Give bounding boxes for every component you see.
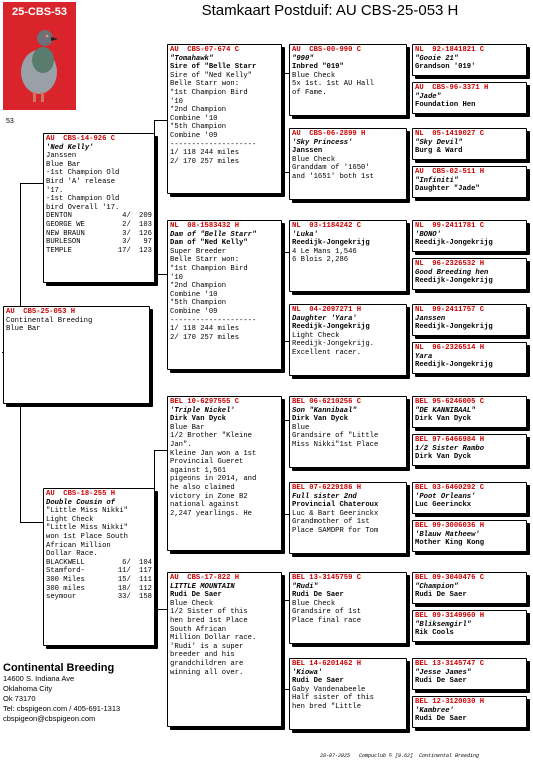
ring-number: AU CBS-17-822 H [170, 574, 240, 582]
result-row: 300 miles 18/ 112 [46, 584, 152, 593]
pigeon-image [3, 20, 76, 110]
photo-caption: 53 [6, 118, 14, 125]
info-line: Sire of "Belle Starr [170, 63, 257, 72]
great-grandparent-card-1[interactable] [289, 44, 407, 116]
ring-number: NL 08-1583432 H [170, 222, 240, 230]
ring-number: NL 05-1419027 C [415, 130, 485, 138]
info-line: Provincial Gueret [170, 458, 244, 467]
info-line: Light Check [292, 331, 340, 340]
g4-card-10[interactable] [412, 434, 527, 466]
info-line: Janssen [292, 147, 323, 156]
ring-number: BEL 03-6460292 C [415, 484, 485, 492]
info-line: Dirk Van Dyck [170, 415, 227, 424]
info-line: Burg & Ward [415, 147, 463, 156]
breeder-email[interactable]: cbspigeon@cbspigeon.com [3, 714, 96, 723]
grandparent-card-2[interactable] [167, 220, 282, 370]
photo-label: 25-CBS-53 [11, 6, 68, 18]
info-line: '10 [170, 273, 183, 282]
g4-card-16[interactable] [412, 696, 527, 728]
info-line: Combine '09 [170, 131, 218, 140]
info-line: Combine '10 [170, 290, 218, 299]
pigeon-name: "DE KANNIBAAL" [415, 406, 476, 415]
pigeon-name: 'Sky Princess' [292, 138, 353, 147]
pigeon-name: Daughter 'Yara' [292, 314, 357, 323]
dam-line: won 1st Place South [46, 532, 128, 541]
info-line: Foundation Hen [415, 101, 476, 110]
pigeon-name: Good Breeding hen [415, 268, 489, 277]
info-line: Rudi De Saer [415, 591, 467, 600]
info-line: *2nd Champion [170, 282, 227, 291]
info-line: hen bred 1st Place [170, 616, 248, 625]
pigeon-name: "Jesse James" [415, 668, 472, 677]
info-line: Reedijk-Jongekrijg [415, 239, 493, 248]
info-line: *5th Champion [170, 299, 227, 308]
info-line: Grandson '019' [415, 63, 476, 72]
ring-number: BEL 09-3040476 C [415, 574, 485, 582]
info-line: Grandsire of "Little [292, 432, 379, 441]
info-line: 1/2 Sister of this [170, 608, 248, 617]
connector-dam [154, 450, 167, 610]
info-line: hen bred "Little [292, 702, 362, 711]
subject-ring: AU CBS-25-053 H [6, 308, 76, 316]
info-line: Provincial Chateroux [292, 501, 379, 510]
info-line: Rudi De Saer [170, 591, 222, 600]
info-line: Combine '09 [170, 307, 218, 316]
great-grandparent-card-7[interactable] [289, 572, 407, 644]
ring-number: AU CBS-07-674 C [170, 46, 240, 54]
info-line: Million Dollar race. [170, 634, 257, 643]
info-line: winning all over. [170, 668, 244, 677]
info-line: pigeons in 2014, and [170, 475, 257, 484]
info-line: Rudi De Saer [292, 677, 344, 686]
info-line: victory in Zone B2 [170, 492, 248, 501]
info-line: 6 Blois 2,286 [292, 256, 349, 265]
pigeon-name: 'Blauw Matheew' [415, 530, 480, 539]
info-line: Sire of "Ned Kelly" [170, 71, 252, 80]
dam-line: "Little Miss Nikki" [46, 524, 128, 533]
info-line: 2,247 yearlings. He [170, 509, 252, 518]
great-grandparent-card-3[interactable] [289, 220, 407, 292]
g4-card-4[interactable] [412, 166, 527, 198]
ring-number: NL 04-2097271 H [292, 306, 362, 314]
g4-card-1[interactable] [412, 44, 527, 76]
sire-name: 'Ned Kelly' [46, 143, 94, 152]
ring-number: BEL 97-6466984 H [415, 436, 485, 444]
ring-number: AU CBS-96-3371 H [415, 84, 489, 92]
pigeon-name: Full sister 2nd [292, 492, 357, 501]
ring-number: BEL 13-3145747 C [415, 660, 485, 668]
result-row: GEORGE WE 2/ 103 [46, 220, 152, 229]
g4-card-9[interactable] [412, 396, 527, 428]
dam-ring: AU CBS-18-255 H [46, 490, 116, 498]
info-line: Reedijk-Jongekrijg [292, 239, 370, 248]
g4-card-11[interactable] [412, 482, 527, 514]
ring-number: BEL 12-3120030 H [415, 698, 485, 706]
info-line: 1/ 118 244 miles [170, 149, 240, 158]
result-row: seymour 33/ 158 [46, 593, 152, 602]
dam-line: Dollar Race. [46, 550, 98, 559]
info-line: '10 [170, 97, 183, 106]
info-line: Rudi De Saer [292, 591, 344, 600]
pigeon-name: "990" [292, 54, 314, 63]
sire-line: Janssen [46, 152, 77, 161]
subject-card[interactable] [3, 306, 150, 404]
info-line: Place SAMDPR for Tom [292, 526, 379, 535]
grandparent-card-1[interactable] [167, 44, 282, 194]
info-line: Gaby Vandenabeele [292, 685, 366, 694]
info-line: of Fame. [292, 88, 327, 97]
g4-card-2[interactable] [412, 82, 527, 114]
ring-number: NL 03-1184242 C [292, 222, 362, 230]
info-line: Place final race [292, 616, 362, 625]
info-line: he also claimed [170, 483, 235, 492]
result-row: BLACKWELL 6/ 104 [46, 558, 152, 567]
info-line: -------------------- [170, 316, 257, 325]
sire-line: -1st Champion Old [46, 169, 120, 178]
result-row: NEW BRAUN 3/ 126 [46, 229, 152, 238]
pigeon-name: "Bliksemgirl" [415, 620, 472, 629]
breeder-address: 14600 S. Indiana Ave [3, 674, 75, 683]
info-line: 1/ 118 244 miles [170, 325, 240, 334]
g4-card-15[interactable] [412, 658, 527, 690]
result-row: Stamford- 11/ 117 [46, 567, 152, 576]
info-line: Belle Starr won: [170, 80, 240, 89]
footer-text: 28-07-2025 Compuclub © [9.62] Continental Breeding [320, 753, 480, 759]
ring-number: BEL 14-6201462 H [292, 660, 362, 668]
breeder-zip: Ok 73170 [3, 694, 36, 703]
g4-card-13[interactable] [412, 572, 527, 604]
sire-line: Bird 'A' release [46, 177, 116, 186]
great-grandparent-card-4[interactable] [289, 304, 407, 376]
info-line: Blue Check [292, 71, 336, 80]
info-line: Blue Bar [170, 423, 205, 432]
info-line: Luc Geerinckx [415, 501, 472, 510]
pigeon-name: "Sky Devil" [415, 138, 463, 147]
breeder-city: Oklahoma City [3, 684, 53, 693]
info-line: Rudi De Saer [415, 715, 467, 724]
info-line: 'Rudi' is a super [170, 642, 244, 651]
great-grandparent-card-6[interactable] [289, 482, 407, 554]
info-line: Belle Starr won: [170, 256, 240, 265]
info-line: Reedijk-Jongekrijg [415, 277, 493, 286]
sire-line: bird Overall '17. [46, 203, 120, 212]
ring-number: NL 92-1841821 C [415, 46, 485, 54]
pigeon-name: "Gooie 21" [415, 54, 459, 63]
great-grandparent-card-8[interactable] [289, 658, 407, 730]
info-line: Dirk Van Dyck [415, 453, 472, 462]
info-line: Mother King Kong [415, 539, 485, 548]
dam-line: Light Check [46, 515, 94, 524]
info-line: Super Breeder [170, 247, 227, 256]
info-line: Grandsire of 1st [292, 608, 362, 617]
result-row: TEMPLE 17/ 123 [46, 246, 152, 255]
pigeon-name: 'Kambree' [415, 706, 454, 715]
info-line: 1/2 Brother "Kleine [170, 432, 252, 441]
info-line: Dam of "Ned Kelly" [170, 239, 248, 248]
pigeon-name: "Tomahawk" [170, 54, 214, 63]
ring-number: NL 96-2326514 H [415, 344, 485, 352]
pigeon-name: "Infiniti" [415, 176, 459, 185]
ring-number: NL 99-2411781 C [415, 222, 485, 230]
info-line: Combine '10 [170, 114, 218, 123]
info-line: *1st Champion Bird [170, 264, 248, 273]
dam-line: "Little Miss Nikki" [46, 507, 128, 516]
subject-line: Continental Breeding [6, 316, 93, 325]
pigeon-name: "Jade" [415, 92, 441, 101]
info-line: Rik Cools [415, 629, 454, 638]
info-line: *1st Champion Bird [170, 88, 248, 97]
pigeon-name: 1/2 Sister Rambo [415, 444, 485, 453]
g4-card-5[interactable] [412, 220, 527, 252]
info-line: Blue Check [170, 599, 214, 608]
sire-line: -1st Champion Old [46, 195, 120, 204]
pigeon-photo [3, 2, 76, 110]
info-line: Reedijk-Jongekrijg [292, 323, 370, 332]
info-line: Grandmother of 1st [292, 518, 370, 527]
sire-ring: AU CBS-14-926 C [46, 135, 116, 143]
breeder-info [3, 662, 183, 724]
info-line: Daughter "Jade" [415, 185, 480, 194]
info-line: Luc & Bart Geerinckx [292, 509, 379, 518]
ring-number: BEL 06-6210256 C [292, 398, 362, 406]
ring-number: AU CBS-02-511 H [415, 168, 485, 176]
info-line: -------------------- [170, 140, 257, 149]
info-line: Half sister of this [292, 694, 374, 703]
pigeon-name: Dam of "Belle Starr" [170, 230, 257, 239]
info-line: grandchildren are [170, 659, 244, 668]
g4-card-14[interactable] [412, 610, 527, 642]
ring-number: BEL 95-6246005 C [415, 398, 485, 406]
info-line: Dirk Van Dyck [292, 415, 349, 424]
info-line: breeder and his [170, 651, 235, 660]
info-line: Excellent racer. [292, 348, 362, 357]
pigeon-name: 'Triple Nickel' [170, 406, 235, 415]
great-grandparent-card-5[interactable] [289, 396, 407, 468]
pigeon-name: Yara [415, 352, 433, 361]
info-line: Rudi De Saer [415, 677, 467, 686]
dam-card[interactable] [43, 488, 155, 646]
ring-number: BEL 07-6229186 H [292, 484, 362, 492]
info-line: Reedijk-Jongekrijg [415, 361, 493, 370]
pigeon-name: LITTLE MOUNTAIN [170, 582, 235, 591]
ring-number: AU CBS-00-990 C [292, 46, 362, 54]
info-line: and '1651' both 1st [292, 172, 374, 181]
dam-name: Double Cousin of [46, 498, 116, 507]
info-line: 2/ 170 257 miles [170, 157, 240, 166]
result-row: BURLESON 3/ 97 [46, 238, 152, 247]
info-line: Blue Check [292, 599, 336, 608]
info-line: Kleine Jan won a 1st [170, 449, 257, 458]
result-row: DENTON 4/ 209 [46, 212, 152, 221]
info-line: national against [170, 501, 240, 510]
breeder-name: Continental Breeding [3, 662, 115, 674]
g4-card-12[interactable] [412, 520, 527, 552]
pigeon-name: 'Luka' [292, 230, 318, 239]
g4-card-7[interactable] [412, 304, 527, 336]
info-line: Dirk Van Dyck [415, 415, 472, 424]
info-line: 2/ 170 257 miles [170, 333, 240, 342]
info-line: 4 Le Mans 1,546 [292, 247, 357, 256]
info-line: Blue [292, 423, 310, 432]
info-line: 5x 1st. 1st AU Hall [292, 80, 374, 89]
info-line: Reedijk-Jongekrijg [415, 323, 493, 332]
dam-line: African Million [46, 541, 111, 550]
info-line: Blue Check [292, 155, 336, 164]
ring-number: BEL 13-3145759 C [292, 574, 362, 582]
breeder-phone[interactable]: Tel: cbspigeon.com / 405-691-1313 [3, 704, 121, 713]
info-line: Reedijk-Jongekrijg. [292, 340, 374, 349]
pigeon-name: 'Kiowa' [292, 668, 323, 677]
sire-results [46, 212, 152, 255]
info-line: Miss Nikki"1st Place [292, 440, 379, 449]
info-line: *5th Champion [170, 123, 227, 132]
pigeon-name: "Champion" [415, 582, 459, 591]
result-row: 300 Miles 15/ 111 [46, 575, 152, 584]
info-line: South African [170, 625, 227, 634]
pigeon-name: 'Poot Orleans' [415, 492, 476, 501]
dam-results [46, 559, 152, 602]
sire-card[interactable] [43, 133, 155, 283]
sire-line: Blue Bar [46, 160, 81, 169]
pigeon-name: 'BONO' [415, 230, 441, 239]
sire-line: '17. [46, 186, 64, 195]
g4-card-3[interactable] [412, 128, 527, 160]
g4-card-8[interactable] [412, 342, 527, 374]
connector-sire [154, 120, 167, 275]
page-title: Stamkaart Postduif: AU CBS-25-053 H [201, 2, 459, 19]
pigeon-name: "Rudi" [292, 582, 318, 591]
great-grandparent-card-2[interactable] [289, 128, 407, 200]
g4-card-6[interactable] [412, 258, 527, 290]
subject-line: Blue Bar [6, 325, 41, 334]
grandparent-card-4[interactable] [167, 572, 282, 727]
info-line: Jan". [170, 440, 192, 449]
ring-number: NL 96-2326532 H [415, 260, 485, 268]
ring-number: NL 99-2411757 C [415, 306, 485, 314]
ring-number: AU CBS-06-2899 H [292, 130, 366, 138]
info-line: against 1,561 [170, 466, 227, 475]
pigeon-name: Son "Kannibaal" [292, 406, 357, 415]
ring-number: BEL 09-3149960 H [415, 612, 485, 620]
ring-number: BEL 99-3006036 H [415, 522, 485, 530]
info-line: Inbred "019" [292, 63, 344, 72]
pigeon-name: Janssen [415, 314, 446, 323]
grandparent-card-3[interactable] [167, 396, 282, 551]
info-line: *2nd Champion [170, 106, 227, 115]
ring-number: BEL 10-6297555 C [170, 398, 240, 406]
info-line: Granddam of '1650' [292, 164, 370, 173]
